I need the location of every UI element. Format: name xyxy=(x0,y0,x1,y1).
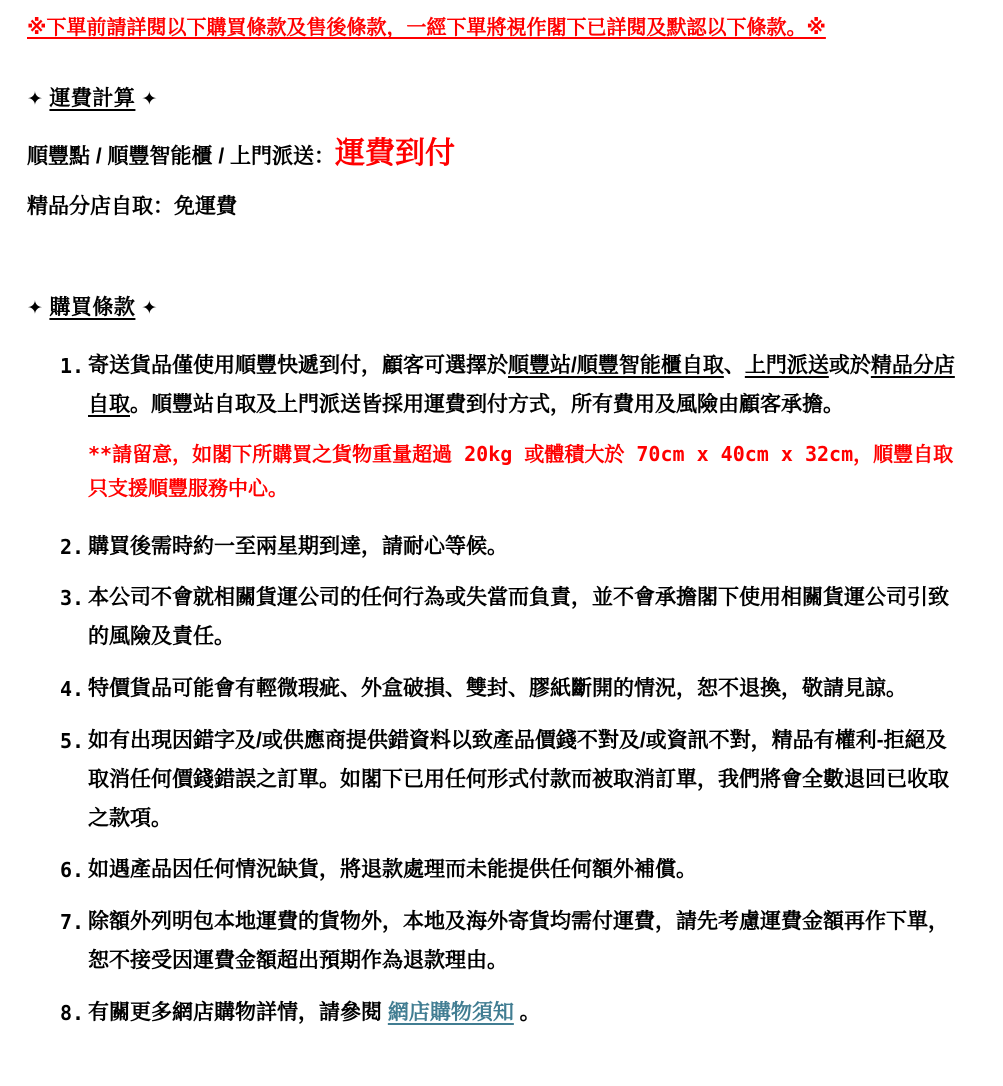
term-item-6 xyxy=(60,851,975,890)
term-item-1 xyxy=(60,347,975,515)
terms-list xyxy=(27,347,975,1033)
term-text xyxy=(88,851,966,890)
term-text xyxy=(88,994,966,1033)
shipping-methods-line xyxy=(27,130,975,178)
term-body xyxy=(88,347,966,515)
shipping-heading-text: 運費計算 xyxy=(49,87,136,110)
text-segment: 如遇產品因任何情況缺貨，將退款處理而未能提供任何額外補償。 xyxy=(88,858,697,882)
text-segment: 。順豐站自取及上門派送皆採用運費到付方式，所有費用及風險由顧客承擔。 xyxy=(130,392,844,416)
text-segment: 有關更多網店購物詳情，請參閱 xyxy=(88,1000,388,1024)
term-text xyxy=(88,579,966,657)
text-segment: 本公司不會就相關貨運公司的任何行為或失當而負責，並不會承擔閣下使用相關貨運公司引致的風險及責任。 xyxy=(88,586,949,649)
term-text xyxy=(88,528,966,567)
text-segment: **請留意，如閣下所購買之貨物重量超過 20kg 或體積大於 70cm x 40cm x 32cm，順豐自取只支援順豐服務中心。 xyxy=(88,441,954,500)
term-number: 2. xyxy=(60,534,85,559)
term-body xyxy=(88,722,966,839)
term-item-7 xyxy=(60,903,975,981)
shop-guide-link[interactable]: 網店購物須知 xyxy=(387,1000,514,1024)
term-text xyxy=(88,670,966,709)
star-icon: ✦ xyxy=(141,89,158,110)
text-segment: 或於 xyxy=(828,353,871,377)
term-note-warning xyxy=(88,437,966,505)
text-segment: 順豐站/順豐智能櫃自取 xyxy=(508,353,724,377)
term-body xyxy=(88,994,966,1033)
term-body xyxy=(88,670,966,709)
star-icon: ✦ xyxy=(27,89,44,110)
term-item-8 xyxy=(60,994,975,1033)
freight-collect-highlight: 運費到付 xyxy=(335,137,456,170)
terms-section-heading xyxy=(27,291,975,321)
term-number: 7. xyxy=(60,910,85,935)
text-segment: 寄送貨品僅使用順豐快遞到付，顧客可選擇於 xyxy=(88,353,508,377)
term-text xyxy=(88,347,966,425)
text-segment: 上門派送 xyxy=(744,353,829,377)
term-text xyxy=(88,903,966,981)
term-body xyxy=(88,528,966,567)
term-number: 6. xyxy=(60,858,85,883)
text-segment: 特價貨品可能會有輕微瑕疵、外盒破損、雙封、膠紙斷開的情況，恕不退換，敬請見諒。 xyxy=(88,677,907,701)
term-body xyxy=(88,579,966,657)
term-number: 8. xyxy=(60,1000,85,1025)
text-segment: 購買後需時約一至兩星期到達，請耐心等候。 xyxy=(88,534,508,558)
star-icon: ✦ xyxy=(141,297,158,319)
term-number: 4. xyxy=(60,677,85,702)
text-segment: 精品分店自取 xyxy=(88,353,955,416)
term-body xyxy=(88,851,966,890)
star-icon: ✦ xyxy=(27,297,44,319)
shipping-section-heading xyxy=(27,82,975,112)
shipping-methods-prefix: 順豐點 / 順豐智能櫃 / 上門派送： xyxy=(27,145,336,168)
store-pickup-line: 精品分店自取：免運費 xyxy=(27,195,237,218)
term-body xyxy=(88,903,966,981)
term-item-2 xyxy=(60,528,975,567)
text-segment: 如有出現因錯字及/或供應商提供錯資料以致產品價錢不對及/或資訊不對，精品有權利-拒絕及取消任何價錢錯誤之訂單。如閣下已用任何形式付款而被取消訂單，我們將會全數退回已收取之款項。 xyxy=(88,728,949,830)
pre-order-notice: ※下單前請詳閱以下購買條款及售後條款，一經下單將視作閣下已詳閱及默認以下條款。※ xyxy=(27,17,826,39)
term-item-5 xyxy=(60,722,975,839)
text-segment: 。 xyxy=(513,1000,541,1024)
text-segment: 、 xyxy=(723,353,745,377)
term-number: 3. xyxy=(60,586,85,611)
term-item-3 xyxy=(60,579,975,657)
term-item-4 xyxy=(60,670,975,709)
term-number: 5. xyxy=(60,728,85,753)
term-text xyxy=(88,722,966,839)
text-segment: 除額外列明包本地運費的貨物外，本地及海外寄貨均需付運費，請先考慮運費金額再作下單，恕不接受因運費金額超出預期作為退款理由。 xyxy=(88,910,949,973)
term-number: 1. xyxy=(60,353,85,378)
terms-heading-text: 購買條款 xyxy=(49,295,136,319)
